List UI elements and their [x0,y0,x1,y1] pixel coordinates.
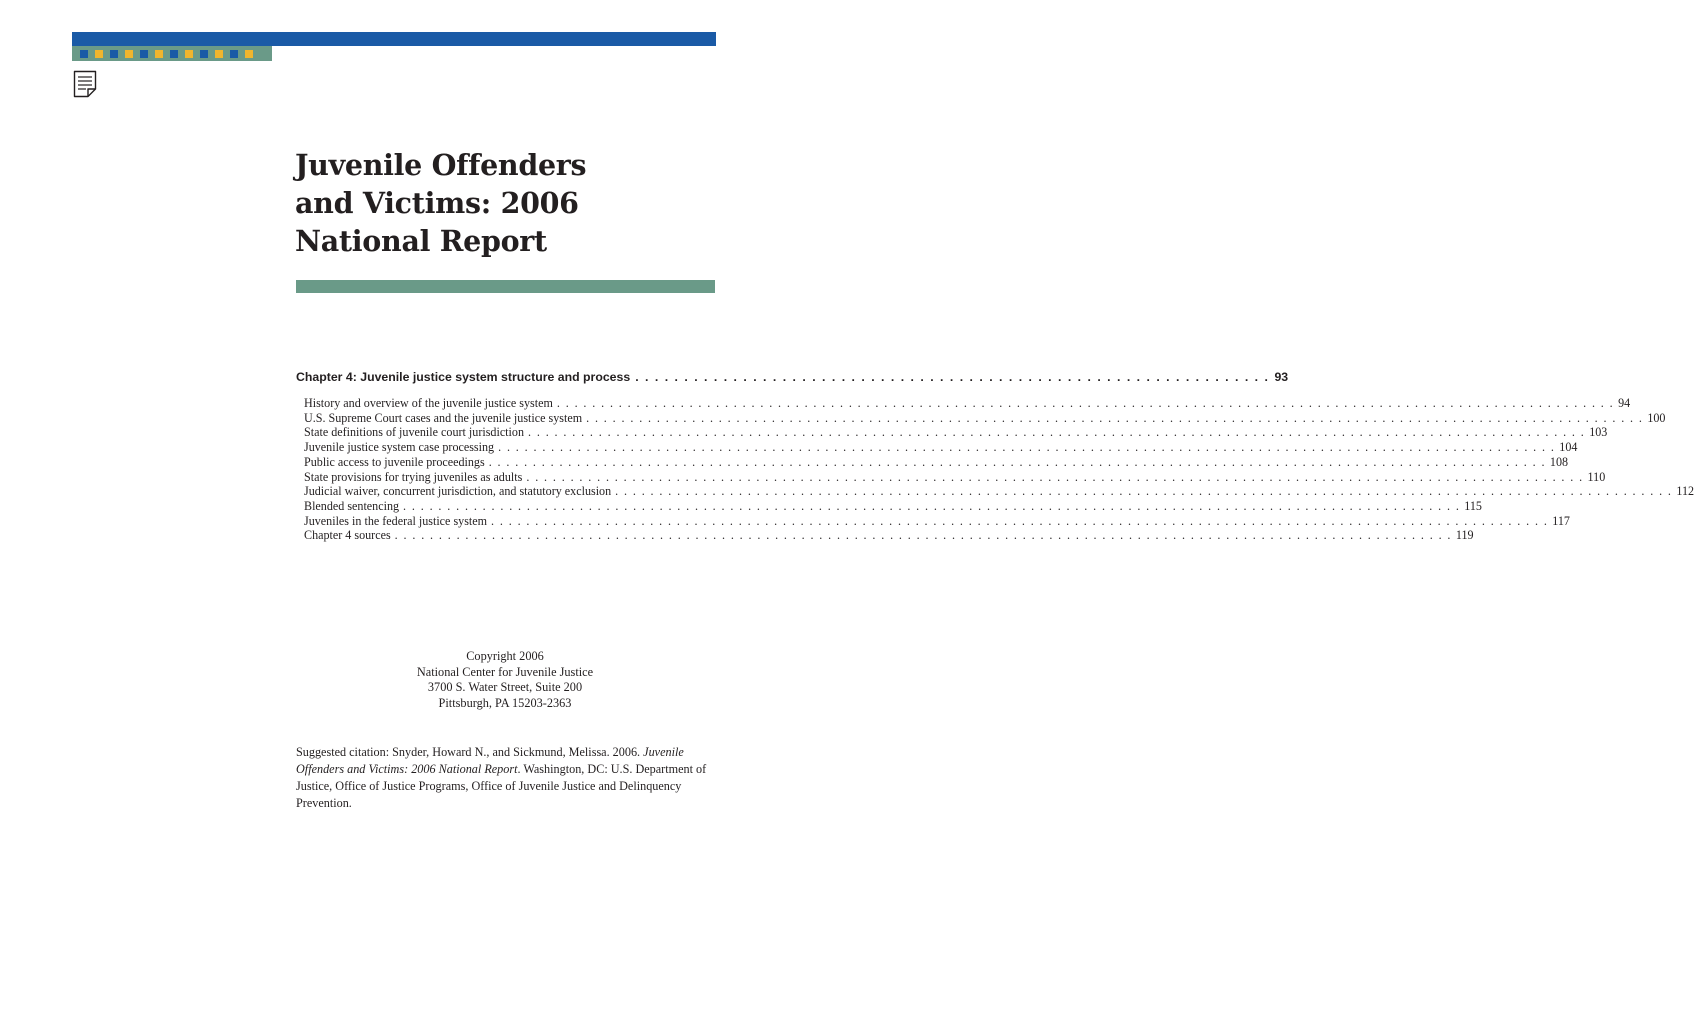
toc-entry-page: 104 [1559,440,1578,455]
header-tile [80,50,88,58]
header-bar [72,32,716,46]
header-tile [230,50,238,58]
dot-leader: . . . . . . . . . . . . . . . . . . . . . . . . . . . . . . . . . . . . . . . . . . . . . . . . . . . . . . . . . . . . . . . . . . . . . . . . . . . . . . . . . . . . . . . . . . . . . . . . . . . . . . . . . . . . . . . . . . . . . . . . [528,425,1586,440]
toc-entry[interactable] [304,469,1606,485]
dot-leader: . . . . . . . . . . . . . . . . . . . . . . . . . . . . . . . . . . . . . . . . . . . . . . . . . . . . . . . . . . . . . . . . . . . . . . . . . . . . . . . . . . . . . . . . . . . . . . . . . . . . . . . . . . . . . . . . . . . . . . . . [615,484,1673,499]
header-tile [245,50,253,58]
document-icon [73,70,97,98]
header-tile [185,50,193,58]
toc-entry-page: 103 [1589,425,1608,440]
toc-chapter-heading[interactable] [296,369,1289,385]
toc-entry-page: 110 [1587,469,1606,484]
toc-entry-label: State provisions for trying juveniles as adults [304,469,523,484]
header-tile [140,50,148,58]
header-tile [110,50,118,58]
toc-entry-label: Blended sentencing [304,498,400,513]
dot-leader: . . . . . . . . . . . . . . . . . . . . . . . . . . . . . . . . . . . . . . . . . . . . . . . . . . . . . . . . . . . . . . . . . . . . . . . . . . . . . . . . . . . . . . . . . . . . . . . . . . . . . . . . . . . . . . . . . . . . . . . . [556,396,1615,410]
dot-leader: . . . . . . . . . . . . . . . . . . . . . . . . . . . . . . . . . . . . . . . . . . . . . . . . . . . . . . . . . . . . . . . . . . . . . . . . . . . . . . . . . . . . . . . . . . . . . . . . . . . . . . . . . . . . . . . . . . . . . . . . [488,454,1546,469]
copyright-line: Copyright 2006 [466,649,544,663]
toc-entry[interactable] [304,410,1666,426]
toc-entry[interactable] [304,425,1608,440]
toc-entry-label: Juveniles in the federal justice system [304,513,488,528]
header-tile [215,50,223,58]
toc-entry-page: 115 [1464,498,1482,513]
toc-chapter-page: 93 [1274,370,1289,384]
report-title: Juvenile Offenders and Victims: 2006 National Report [295,148,587,258]
header-tile [200,50,208,58]
dot-leader: . . . . . . . . . . . . . . . . . . . . . . . . . . . . . . . . . . . . . . . . . . . . . . . . . . . . . . . . . . . . . . . . . . . . . . . . . . . . . . . . . . . . . . . . . . . . . . . . . . . . . . . . . . . . . . . . . . . . . . . . [526,469,1584,484]
publisher-street: 3700 S. Water Street, Suite 200 [427,680,583,694]
toc-entry[interactable] [304,396,1631,411]
header-tile [155,50,163,58]
toc-entry-label: State definitions of juvenile court jurisdiction [304,425,524,440]
dot-leader: . . . . . . . . . . . . . . . . . . . . . . . . . . . . . . . . . . . . . . . . . . . . . . . . . . . . . . . . . . . . . . . . . . . . . . . . . . . . . . . . . . . . . . . . . . . . . . . . . . . . . . . . . . . . . . . . . . . . . . . . [586,410,1644,425]
dot-leader: . . . . . . . . . . . . . . . . . . . . . . . . . . . . . . . . . . . . . . . . . . . . . . . . . . . . . . . . . . . . . . . . . . . . . . . . . . . . . . . . . . . . . . . . . . . . . . . . . . . . . . . . . . . . . . . . . . . . . . . . [498,440,1556,455]
toc-entry-label: Chapter 4 sources [304,528,391,543]
dot-leader: . . . . . . . . . . . . . . . . . . . . . . . . . . . . . . . . . . . . . . . . . . . . . . . . . . . . . . . . . . . . . . . . . . . . . . . . . . . . . . . . . . . . . . . . . . . . . . . . . . . . . . . . . . . . . . . . . . . . . . . . [394,528,1452,543]
toc-entry-page: 108 [1549,454,1569,469]
header-tile [125,50,133,58]
dot-leader: . . . . . . . . . . . . . . . . . . . . . . . . . . . . . . . . . . . . . . . . . . . . . . . . . . . . . . . . . . . . . . . . . . . . . . . . . . . . . . . . . . . . . . . . . . . . . . . . . . . . . . . . . . . . . . . . . . . . . . . . [403,498,1461,513]
toc-entry[interactable] [304,528,1474,543]
suggested-citation [296,744,718,812]
dot-leader: . . . . . . . . . . . . . . . . . . . . . . . . . . . . . . . . . . . . . . . . . . . . . . . . . . . . . . . . . . . . . . . . . . . . . . . . . . . . . . . . . . . . . . . . . . . . . . . . . . . . . . . . . . . . . . . . . . . . . . . . [491,513,1549,528]
title-divider [296,280,715,293]
toc-entry[interactable] [304,498,1482,514]
toc-entry-label: Juvenile justice system case processing [304,440,495,455]
citation-suffix: . Washington, DC: U.S. Department of Justice, Office of Justice Programs, Office of Juvenile Justice and Delinquency Prevention. [296,762,707,810]
publisher-city: Pittsburgh, PA 15203-2363 [438,695,572,710]
header-tile [95,50,103,58]
toc-entry-label: Public access to juvenile proceedings [304,454,485,469]
dot-leader: . . . . . . . . . . . . . . . . . . . . . . . . . . . . . . . . . . . . . . . . . . . . . . . . . . . . . . . . . . . . . . . . . [635,370,1270,384]
copyright-block [370,649,640,711]
tile-strip [72,46,272,61]
toc-entry[interactable] [304,454,1569,470]
citation-title: Juvenile Offenders and Victims: 2006 National Report [296,745,684,776]
citation-prefix: Suggested citation: Snyder, Howard N., and Sickmund, Melissa. 2006. [296,745,644,759]
toc-entry-page: 119 [1455,528,1474,543]
toc-entry-label: Judicial waiver, concurrent jurisdiction, and statutory exclusion [304,484,612,499]
toc-entry-page: 100 [1647,410,1666,425]
publisher-name: National Center for Juvenile Justice [416,664,594,679]
toc-entry-list [296,396,1694,543]
toc-entry-page: 112 [1676,484,1694,499]
header-tile [170,50,178,58]
toc-entry-page: 94 [1618,396,1631,410]
table-of-contents [296,369,1694,543]
toc-entry-label: U.S. Supreme Court cases and the juvenile justice system [304,410,583,425]
toc-entry[interactable] [304,484,1694,499]
toc-entry-page: 117 [1552,513,1570,528]
toc-entry[interactable] [304,440,1578,455]
toc-chapter-label: Chapter 4: Juvenile justice system structure and process [296,370,631,384]
toc-entry[interactable] [304,513,1570,529]
toc-entry-label: History and overview of the juvenile justice system [304,396,553,410]
